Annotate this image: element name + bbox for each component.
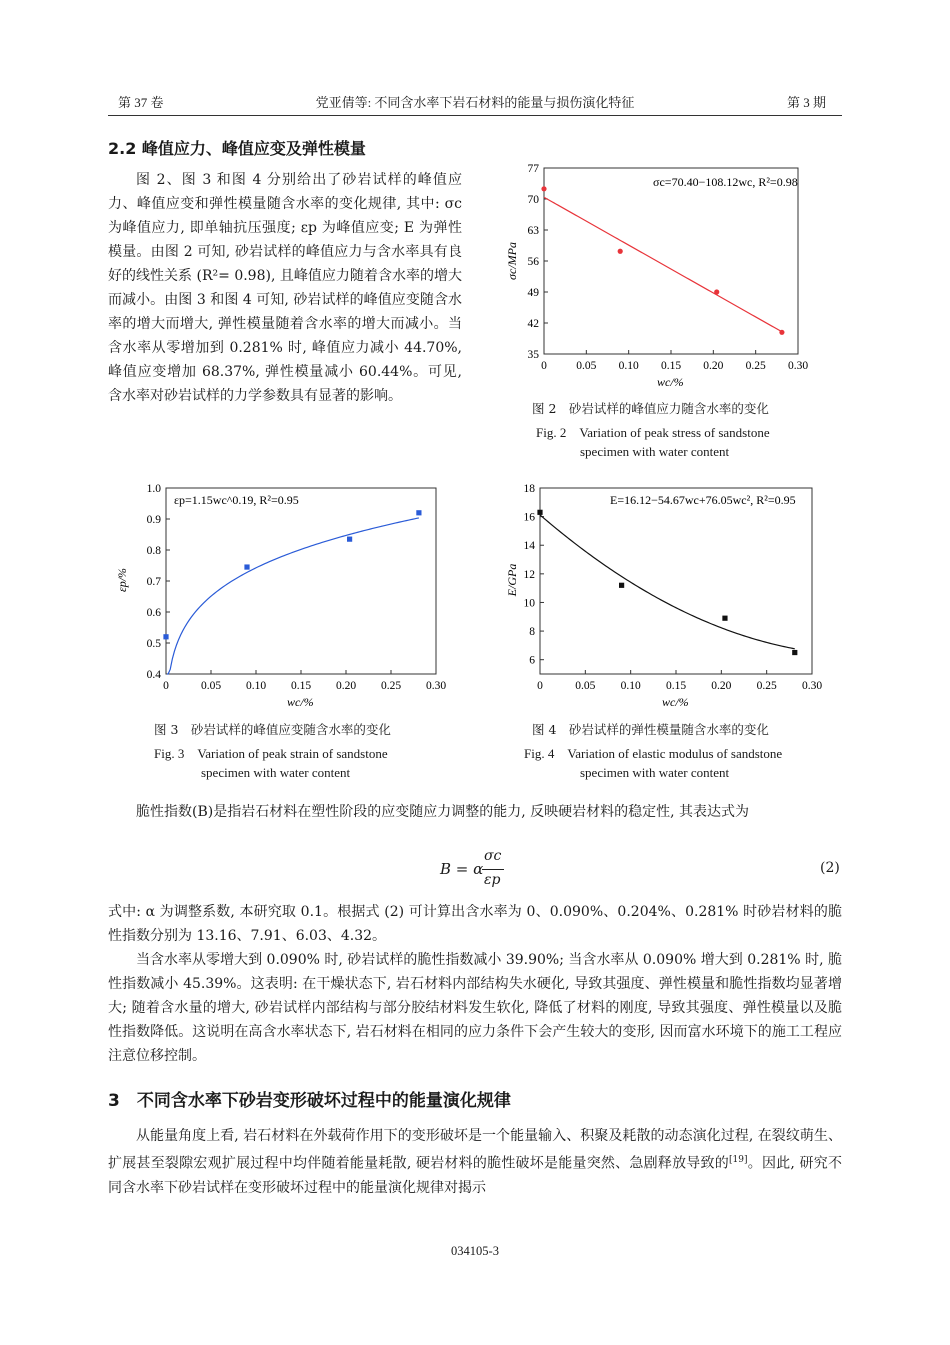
fig2-x-tick-label: 0.20 bbox=[703, 360, 724, 372]
fig2-data-point bbox=[714, 289, 719, 294]
fig4-x-tick-label: 0.30 bbox=[801, 680, 823, 692]
equation-lhs: B = α bbox=[440, 860, 484, 878]
fig4-y-tick-label: 16 bbox=[523, 511, 535, 524]
fig3-x-tick-label: 0.10 bbox=[245, 680, 267, 692]
fig3-x-tick-label: 0.20 bbox=[335, 680, 357, 692]
fig4-fit-curve bbox=[540, 515, 795, 649]
section-3-title: 3 不同含水率下砂岩变形破坏过程中的能量演化规律 bbox=[108, 1091, 511, 1111]
citation-19: [19] bbox=[729, 1155, 748, 1165]
fig2-data-point bbox=[541, 186, 546, 191]
fig4-y-tick-label: 8 bbox=[529, 626, 535, 639]
fig3-xlabel: wc/% bbox=[287, 695, 314, 709]
fig4-y-tick-label: 6 bbox=[529, 654, 535, 667]
fig3-y-tick-label: 0.8 bbox=[146, 545, 161, 557]
fig2-y-tick-label: 56 bbox=[527, 256, 539, 268]
fig2-caption-en-2: specimen with water content bbox=[580, 444, 730, 459]
fig3-y-tick-label: 0.9 bbox=[146, 514, 161, 526]
page-footer: 034105-3 bbox=[451, 1244, 499, 1258]
fig4-x-tick-label: 0.10 bbox=[620, 680, 641, 692]
fig2-y-tick-label: 42 bbox=[527, 318, 539, 330]
fig4-x-tick-label: 0 bbox=[537, 680, 543, 692]
fig3-y-tick-label: 0.5 bbox=[146, 638, 161, 650]
fig3-caption-cn: 图 3 砂岩试样的峰值应变随含水率的变化 bbox=[154, 722, 391, 737]
fig2-x-tick-label: 0.10 bbox=[618, 360, 639, 372]
fig2-y-tick-label: 63 bbox=[527, 225, 539, 237]
section-3-text bbox=[108, 1124, 842, 1200]
fig3-x-tick-label: 0.15 bbox=[290, 680, 312, 692]
header-rule bbox=[108, 115, 842, 116]
header-issue: 第 3 期 bbox=[786, 95, 826, 110]
section-2-2-title: 2.2 峰值应力、峰值应变及弹性模量 bbox=[108, 139, 366, 158]
section-3-paragraph bbox=[108, 1124, 842, 1200]
header-volume: 第 37 卷 bbox=[118, 95, 164, 110]
equation-explanation bbox=[108, 900, 842, 948]
fig3-data-point bbox=[416, 510, 421, 515]
fig3-y-tick-label: 0.6 bbox=[146, 607, 161, 619]
brittleness-paragraph bbox=[108, 800, 842, 824]
fig4-data-point bbox=[792, 650, 797, 655]
fig3-points bbox=[163, 510, 421, 639]
equation-numerator: σc bbox=[484, 848, 502, 864]
fig2-ylabel: σc/MPa bbox=[505, 242, 519, 280]
fig2-x-tick-label: 0.15 bbox=[660, 360, 682, 372]
fig3-x-tick-label: 0.25 bbox=[380, 680, 402, 692]
fig4-data-point bbox=[722, 616, 727, 621]
fig2-y-tick-label: 35 bbox=[527, 349, 539, 361]
fig2-y-tick-label: 70 bbox=[527, 194, 539, 206]
fig2-fit-path bbox=[544, 197, 782, 332]
fraction-bar bbox=[482, 869, 504, 870]
fig4-caption-en-1: Fig. 4 Variation of elastic modulus of sandstone bbox=[524, 746, 783, 761]
figure-2-chart bbox=[500, 158, 840, 390]
fig4-xlabel: wc/% bbox=[662, 695, 689, 709]
fig2-xlabel: wc/% bbox=[657, 375, 684, 389]
eq-explain-text: 式中: α 为调整系数, 本研究取 0.1。根据式 (2) 可计算出含水率为 0、0.090%、0.204%、0.281% 时砂岩材料的脆性指数分别为 13.16、7.91、6.03、4.32。 bbox=[108, 904, 842, 944]
equation-denominator: εp bbox=[484, 872, 501, 888]
section-3-text-main: 从能量角度上看, 岩石材料在外载荷作用下的变形破坏是一个能量输入、积聚及耗散的动态演化过程, 在裂纹萌生、扩展甚至裂隙宏观扩展过程中均伴随着能量耗散, 硬岩材料的脆性破坏是能量突然、急剧释放导致的 bbox=[108, 1128, 842, 1172]
fig3-plot-frame bbox=[166, 488, 436, 674]
fig4-y-tick-label: 12 bbox=[523, 568, 535, 581]
fig3-y-tick-label: 0.4 bbox=[146, 669, 161, 681]
fig3-data-point bbox=[347, 537, 352, 542]
fig3-caption-en-2: specimen with water content bbox=[201, 765, 351, 780]
fig3-y-tick-label: 0.7 bbox=[146, 576, 161, 588]
fig3-ylabel: εp/% bbox=[115, 567, 129, 593]
fig3-annotation: εp=1.15wc^0.19, R²=0.95 bbox=[174, 493, 299, 507]
fig2-x-tick-label: 0.05 bbox=[576, 360, 597, 372]
fig3-y-tick-label: 1.0 bbox=[146, 483, 161, 495]
fig4-plot-frame bbox=[540, 488, 812, 674]
fig4-y-tick-label: 14 bbox=[523, 540, 535, 553]
figure-4-chart bbox=[500, 480, 840, 712]
fig4-data-point bbox=[619, 583, 624, 588]
fig4-caption-en-2: specimen with water content bbox=[580, 765, 730, 780]
fig4-x-tick-label: 0.15 bbox=[665, 680, 687, 692]
fig2-caption-cn: 图 2 砂岩试样的峰值应力随含水率的变化 bbox=[532, 401, 769, 416]
fig4-x-tick-label: 0.05 bbox=[575, 680, 596, 692]
fig4-annotation: E=16.12−54.67wc+76.05wc², R²=0.95 bbox=[610, 493, 796, 507]
fig4-data-point bbox=[537, 510, 542, 515]
fig2-x-tick-label: 0.25 bbox=[745, 360, 766, 372]
fig4-ylabel: E/GPa bbox=[505, 563, 519, 597]
fig3-x-tick-label: 0.30 bbox=[425, 680, 447, 692]
fig3-axes bbox=[147, 483, 447, 692]
fig4-y-tick-label: 10 bbox=[523, 597, 535, 610]
brittleness-intro: 脆性指数(B)是指岩石材料在塑性阶段的应变随应力调整的能力, 反映硬岩材料的稳定性, 其表达式为 bbox=[136, 804, 750, 820]
fig3-data-point bbox=[244, 564, 249, 569]
fig2-data-point bbox=[618, 249, 623, 254]
fig3-data-point bbox=[163, 634, 168, 639]
fig2-caption-en-1: Fig. 2 Variation of peak stress of sandstone bbox=[536, 425, 770, 440]
fig2-x-tick-label: 0 bbox=[541, 360, 547, 372]
fig3-x-tick-label: 0 bbox=[163, 680, 169, 692]
fig4-x-tick-label: 0.20 bbox=[711, 680, 732, 692]
figure-3-chart bbox=[108, 480, 458, 712]
fig2-fit-line bbox=[544, 197, 782, 332]
fig2-plot-frame bbox=[544, 168, 798, 354]
equation-number: (2) bbox=[820, 860, 840, 876]
discussion-paragraph bbox=[108, 948, 842, 1068]
section-2-2-paragraph bbox=[108, 168, 462, 408]
fig3-caption-en-1: Fig. 3 Variation of peak strain of sandstone bbox=[154, 746, 388, 761]
fig3-x-tick-label: 0.05 bbox=[200, 680, 222, 692]
section-2-2-text: 图 2、图 3 和图 4 分别给出了砂岩试样的峰值应力、峰值应变和弹性模量随含水率的变化规律, 其中: σc 为峰值应力, 即单轴抗压强度; εp 为峰值应变; E 为弹性模量。由图 2 可知, 砂岩试样的峰值应力与含水率具有良好的线性关系 (R²= 0.98), 且峰值应力随着含水率的增大而减小。由图 3 和图 4 可知, 砂岩试样的峰值应变随含水率的增大而增大, 弹性模量随着含水率的增大而减小。当含水率从零增加到 0.281% 时, 峰值应力减小 44.70%, 峰值应变增加 68.37%, 弹性模量减小 60.44%。可见, 含水率对砂岩试样的力学参数具有显著的影响。 bbox=[108, 172, 462, 404]
fig4-x-tick-label: 0.25 bbox=[756, 680, 777, 692]
fig4-y-tick-label: 18 bbox=[523, 483, 535, 495]
fig3-fit-curve bbox=[167, 518, 419, 674]
fig2-y-tick-label: 49 bbox=[527, 287, 539, 299]
fig2-annotation: σc=70.40−108.12wc, R²=0.98 bbox=[653, 175, 798, 189]
fig2-x-tick-label: 0.30 bbox=[787, 360, 809, 372]
fig4-caption-cn: 图 4 砂岩试样的弹性模量随含水率的变化 bbox=[532, 722, 769, 737]
equation-2 bbox=[440, 848, 550, 892]
fig4-points bbox=[537, 510, 797, 655]
header-title: 党亚倩等: 不同含水率下岩石材料的能量与损伤演化特征 bbox=[315, 95, 635, 110]
discussion-text: 当含水率从零增大到 0.090% 时, 砂岩试样的脆性指数减小 39.90%; 当含水率从 0.090% 增大到 0.281% 时, 脆性指数减小 45.39%。这表明: 在干燥状态下, 岩石材料内部结构失水硬化, 导致其强度、弹性模量和脆性指数均显著增大; 随着含水量的增大, 砂岩试样内部结构与部分胶结材料发生软化, 降低了材料的刚度, 导致其强度、弹性模量以及脆性指数降低。这说明在高含水率状态下, 岩石材料在相同的应力条件下会产生较大的变形, 因而富水环境下的施工工程应注意位移控制。 bbox=[108, 952, 842, 1064]
section-3-text-end: 。因此, 研究不同含水率下砂岩试样在变形破坏过程中的能量演化规律对揭示 bbox=[108, 1155, 842, 1196]
fig2-y-tick-label: 77 bbox=[527, 163, 539, 175]
fig3-fit-path bbox=[167, 518, 419, 674]
fig2-data-point bbox=[779, 330, 784, 335]
fig4-axes bbox=[524, 483, 823, 692]
fig4-fit-path bbox=[540, 515, 795, 649]
